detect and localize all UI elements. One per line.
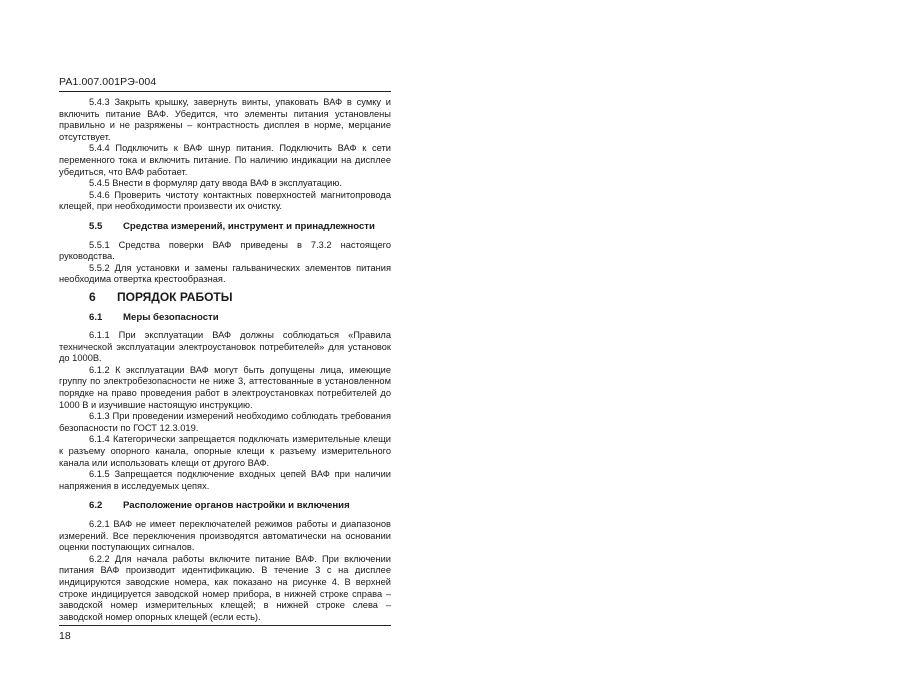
chapter-number: 6 bbox=[89, 289, 96, 304]
section-title: Расположение органов настройки и включения bbox=[123, 500, 350, 512]
paragraph-5-4-4: 5.4.4 Подключить к ВАФ шнур питания. Подключить ВАФ к сети переменного тока и включить питание. По наличию индикации на дисплее убедиться, что ВАФ работает. bbox=[59, 143, 391, 177]
paragraph-5-5-1: 5.5.1 Средства поверки ВАФ приведены в 7.3.2 настоящего руководства. bbox=[59, 239, 391, 262]
paragraph-5-4-5: 5.4.5 Внести в формуляр дату ввода ВАФ в эксплуатацию. bbox=[89, 178, 342, 189]
section-heading-6-2 bbox=[59, 500, 391, 512]
section-title: Средства измерений, инструмент и принадлежности bbox=[123, 220, 375, 232]
section-number: 6.2 bbox=[89, 500, 103, 512]
paragraph-6-1-4: 6.1.4 Категорически запрещается подключать измерительные клещи к разъему опорного канала, опорные клещи к разъему измерительного канала или использовать клещи от другого ВАФ. bbox=[59, 434, 391, 468]
paragraph-6-1-5: 6.1.5 Запрещается подключение входных цепей ВАФ при наличии напряжения в исследуемых цепях. bbox=[59, 469, 391, 491]
paragraph-6-1-3: 6.1.3 При проведении измерений необходимо соблюдать требования безопасности по ГОСТ 12.3.019. bbox=[59, 411, 391, 433]
paragraph-6-2-1: 6.2.1 ВАФ не имеет переключателей режимов работы и диапазонов измерений. Все переключения производятся автоматически на основании оценки поступающих сигналов. bbox=[59, 519, 391, 553]
chapter-heading-6 bbox=[59, 289, 391, 304]
paragraph-6-1-1: 6.1.1 При эксплуатации ВАФ должны соблюдаться «Правила технической эксплуатации электроустановок потребителей» для установок до 1000В. bbox=[59, 330, 391, 364]
paragraph-6-1-2: 6.1.2 К эксплуатации ВАФ могут быть допущены лица, имеющие группу по электробезопасности не ниже 3, аттестованные в установленном порядке на право проведения работ в электроустановках потребителей до 1000 В и изучившие настоящую инструкцию. bbox=[59, 364, 391, 410]
paragraph-5-4-6: 5.4.6 Проверить чистоту контактных поверхностей магнитопровода клещей, при необходимости произвести их очистку. bbox=[59, 189, 391, 212]
section-heading-5-5 bbox=[59, 221, 391, 233]
document-body bbox=[59, 97, 391, 623]
page-number: 18 bbox=[59, 630, 71, 642]
chapter-title: ПОРЯДОК РАБОТЫ bbox=[117, 289, 233, 304]
paragraph-6-2-2: 6.2.2 Для начала работы включите питание ВАФ. При включении питания ВАФ производит идентификацию. В течение 3 с на дисплее индицируются заводские номера, как показано на рисунке 4. В верхней строке индицируется заводской номер прибора, в нижней строке справа – заводской номер измерительных клещей; в нижней строке слева – заводской номер опорных клещей (если есть). bbox=[59, 553, 391, 622]
document-code-header: РА1.007.001РЭ-004 bbox=[59, 76, 391, 92]
paragraph-5-5-2: 5.5.2 Для установки и замены гальванических элементов питания необходима отвертка крестообразная. bbox=[59, 262, 391, 285]
footer-divider bbox=[59, 625, 391, 626]
section-title: Меры безопасности bbox=[123, 311, 219, 323]
section-number: 6.1 bbox=[89, 311, 103, 323]
section-number: 5.5 bbox=[89, 220, 103, 232]
paragraph-5-4-3: 5.4.3 Закрыть крышку, завернуть винты, упаковать ВАФ в сумку и включить питание ВАФ. Убедится, что элементы питания установлены правильно и не разряжены – контрастность дисплея в норме, мерцание отсутствует. bbox=[59, 97, 391, 142]
section-heading-6-1 bbox=[59, 312, 391, 324]
